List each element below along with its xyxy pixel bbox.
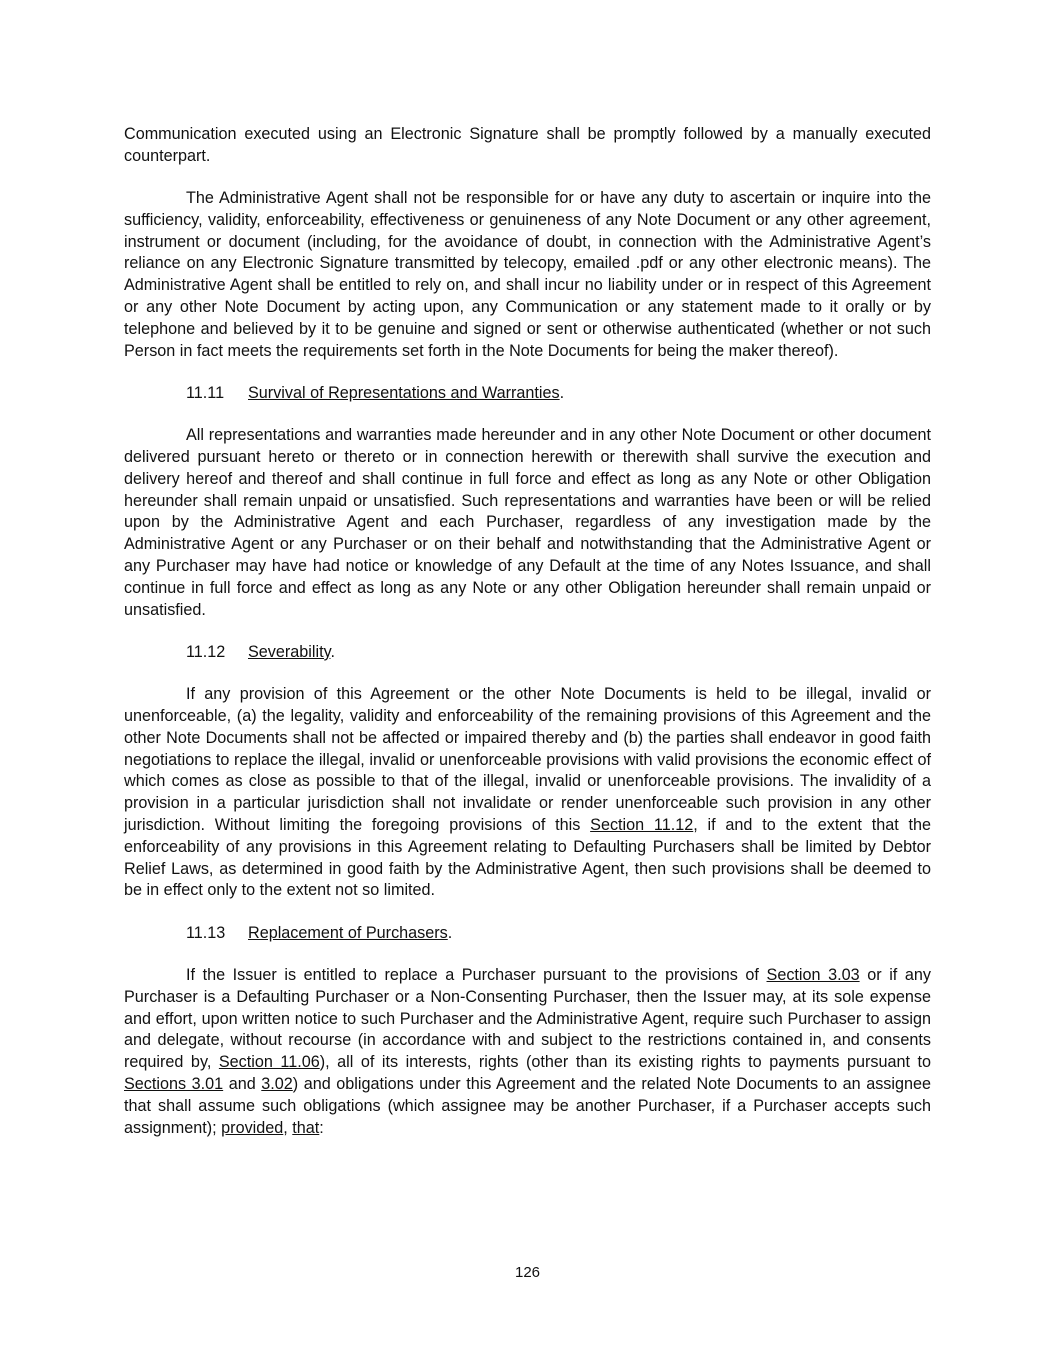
section-number: 11.11 [186,383,225,402]
paragraph-survival: All representations and warranties made hereunder and in any other Note Document or other document delivered pursuant hereto or thereto or in connection herewith or therewith shall survive the execution and delivery hereof and thereof and shall continue in full force and effect as long as any Note or other Obligation hereunder shall remain unpaid or unsatisfied. Such representations and warranties have been or will be relied upon by the Administrative Agent and each Purchaser, regardless of any investigation made by the Administrative Agent or any Purchaser or on their behalf and notwithstanding that the Administrative Agent or any Purchaser may have had notice or knowledge of any Default at the time of any Notes Issuance, and shall continue in full force and effect as long as any Note or any other Obligation hereunder shall remain unpaid or unsatisfied. [124,426,931,619]
proviso-term: provided [221,1118,284,1137]
section-heading-11-12 [186,642,931,664]
section-number: 11.13 [186,923,226,942]
section-reference-link: 3.02 [261,1074,293,1093]
page-number: 126 [514,1264,541,1281]
text-run: : [319,1118,324,1137]
heading-period: . [447,923,453,942]
paragraph-replacement [124,965,931,1139]
heading-period: . [330,642,335,661]
text-run: ), all of its interests, rights (other than its existing rights to payments pursuant to [319,1053,931,1072]
text-run: If the Issuer is entitled to replace a Purchaser pursuant to the provisions of [186,966,767,984]
section-heading-11-11 [186,383,931,405]
proviso-term: that [292,1118,320,1137]
section-reference-link: Section 3.03 [766,966,860,984]
section-reference-link: Section 11.12 [590,816,694,835]
section-title: Replacement of Purchasers [248,923,448,942]
text-run: If any provision of this Agreement or the other Note Documents is held to be illegal, invalid or unenforceable, (a) the legality, validity and enforceability of the remaining provisions of this Agreement and the other Note Documents shall not be affected or impaired thereby and (b) the parties shall endeavor in good faith negotiations to replace the illegal, invalid or unenforceable provisions with valid provisions the economic effect of which comes as close as possible to that of the illegal, invalid or unenforceable provisions. The invalidity of a provision in a particular jurisdiction shall not invalidate or render unenforceable such provision in any other jurisdiction. Without limiting the foregoing provisions of this [124,685,931,835]
text-run: ) and obligations under this Agreement and the related Note Documents to an assignee that shall assume such obligations (which assignee may be another Purchaser, if a Purchaser accepts such assignment); [124,1074,932,1137]
section-reference-link: Section 11.06 [218,1053,320,1072]
section-reference-link: Sections 3.01 [124,1074,224,1093]
text-run: or if any Purchaser is a Defaulting Purchaser or a Non-Consenting Purchaser, then the Issuer may, at its sole expense and effort, upon written notice to such Purchaser and the Administrative Agent, require such Purchaser to assign and delegate, without recourse (in accordance with and subject to the restrictions contained in, and consents required by, [124,966,931,1072]
section-number: 11.12 [186,642,226,661]
section-title: Survival of Representations and Warranties [248,383,560,402]
heading-period: . [559,383,565,402]
text-run: and [223,1074,262,1093]
paragraph-counterpart: Communication executed using an Electronic Signature shall be promptly followed by a manually executed counterpart. [124,125,931,165]
document-page [124,124,931,1139]
section-title: Severability [248,642,331,661]
text-run: , [283,1118,293,1137]
text-run: , if and to the extent that the enforceability of any provisions in this Agreement relating to Defaulting Purchasers shall be limited by Debtor Relief Laws, as determined in good faith by the Administrative Agent, then such provisions shall be deemed to be in effect only to the extent not so limited. [124,816,931,900]
paragraph-severability [124,684,931,902]
section-heading-11-13 [186,923,931,945]
paragraph-agent-responsibility: The Administrative Agent shall not be responsible for or have any duty to ascertain or inquire into the sufficiency, validity, enforceability, effectiveness or genuineness of any Note Document or any other agreement, instrument or document (including, for the avoidance of doubt, in connection with the Administrative Agent’s reliance on any Electronic Signature transmitted by telecopy, emailed .pdf or any other electronic means). The Administrative Agent shall be entitled to rely on, and shall incur no liability under or in respect of this Agreement or any other Note Document by acting upon, any Communication or any statement made to it orally or by telephone and believed by it to be genuine and signed or sent or otherwise authenticated (whether or not such Person in fact meets the requirements set forth in the Note Documents for being the maker thereof). [124,189,931,360]
